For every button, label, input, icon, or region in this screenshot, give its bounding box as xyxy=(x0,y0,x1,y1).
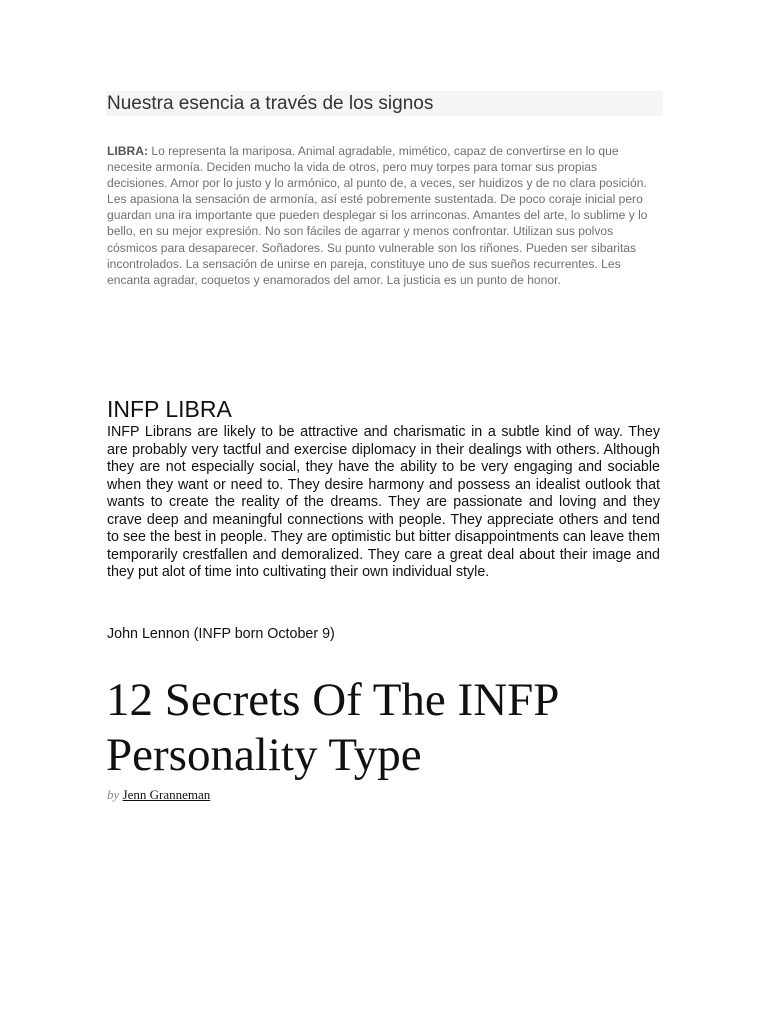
section-heading: Nuestra esencia a través de los signos xyxy=(106,91,663,116)
infp-libra-heading: INFP LIBRA xyxy=(107,396,232,422)
author-link[interactable]: Jenn Granneman xyxy=(122,787,211,802)
byline xyxy=(107,786,210,804)
john-lennon-caption: John Lennon (INFP born October 9) xyxy=(107,626,335,642)
byline-by: by xyxy=(107,787,120,802)
article-title: 12 Secrets Of The INFP Personality Type xyxy=(106,674,558,781)
infp-libra-paragraph: INFP Librans are likely to be attractive and charismatic in a subtle kind of way. They are probably very tactful and exercise diplomacy in their dealings with others. Although they are not especially social, they have the ability to be very engaging and sociable when they want or need to. They desire harmony and possess an idealist outlook that wants to create the reality of the dreams. They are passionate and loving and they crave deep and meaningful connections with people. They appreciate others and tend to see the best in people. They are optimistic but bitter disappointments can leave them temporarily crestfallen and demoralized. They care a great deal about their image and they put alot of time into cultivating their own individual style. xyxy=(107,424,660,580)
libra-label: LIBRA: xyxy=(107,144,148,158)
libra-paragraph xyxy=(107,143,655,288)
libra-text: Lo representa la mariposa. Animal agradable, mimético, capaz de convertirse en lo que necesite armonía. Deciden mucho la vida de otros, pero muy torpes para tomar sus propias decisiones. Amor por lo justo y lo armónico, al punto de, a veces, ser huidizos y de no clara posición. Les apasiona la sensación de armonía, así esté pobremente sustentada. De poco coraje inicial pero guardan una ira importante que pueden desplegar si los arrinconas. Amantes del arte, lo sublime y lo bello, en su mejor expresión. No son fáciles de agarrar y menos confrontar. Utilizan sus polvos cósmicos para desaparecer. Soñadores. Su punto vulnerable son los riñones. Pueden ser sibaritas incontrolados. La sensación de unirse en pareja, constituye uno de sus sueños recurrentes. Les encanta agradar, coquetos y enamorados del amor. La justicia es un punto de honor. xyxy=(107,144,648,287)
